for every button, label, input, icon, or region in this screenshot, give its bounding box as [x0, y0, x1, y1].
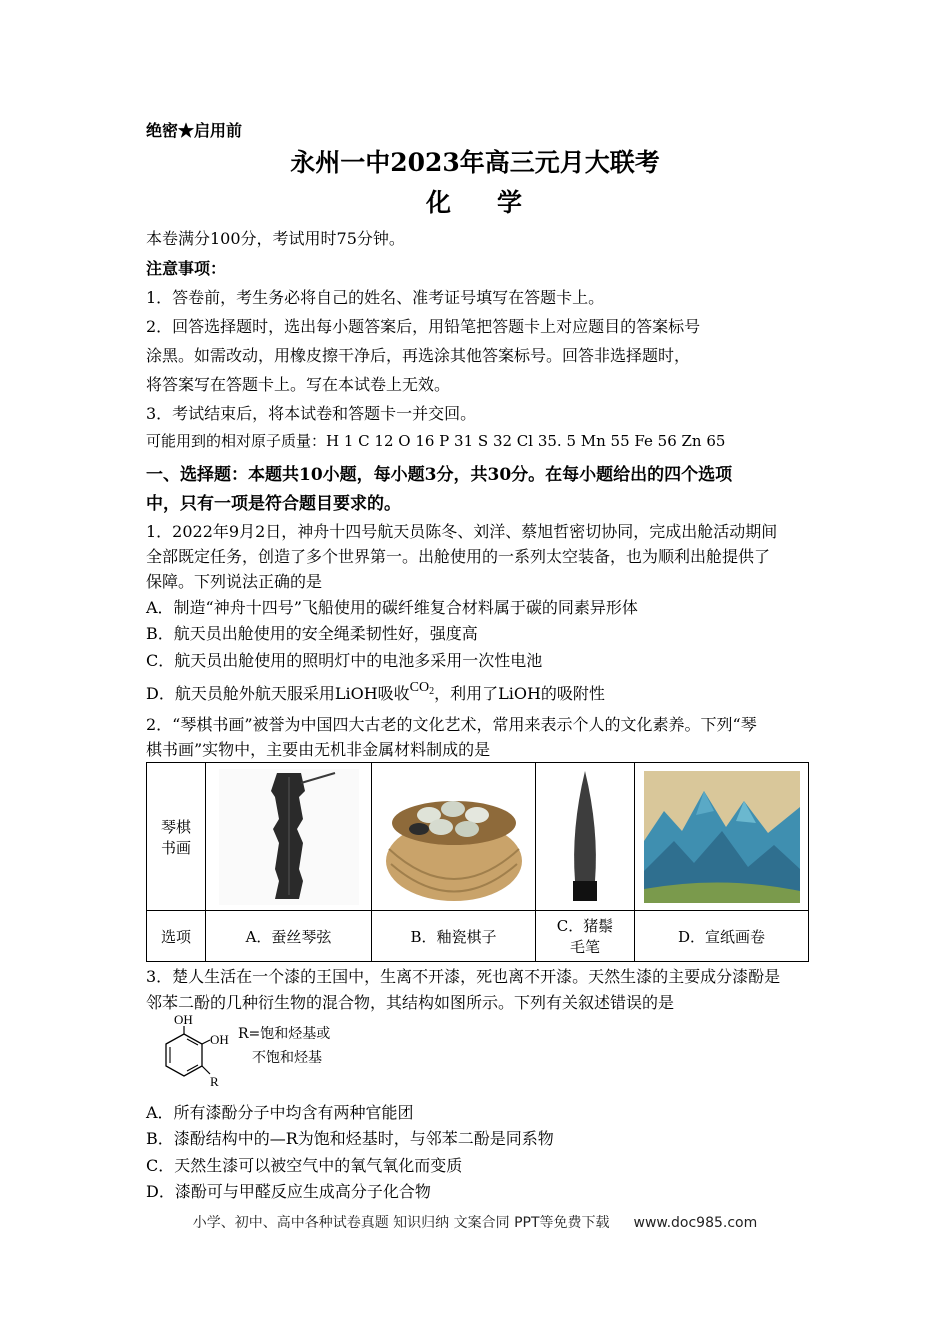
qi-image-cell [372, 763, 536, 911]
q2-option-c: C．猪鬃 毛笔 [536, 911, 635, 962]
q2-stem-2: 棋书画”实物中，主要由无机非金属材料制成的是 [146, 740, 491, 759]
note-2-line-1: 2．回答选择题时，选出每小题答案后，用铅笔把答题卡上对应题目的答案标号 [146, 317, 701, 336]
q2-stem-1: 2．“琴棋书画”被誉为中国四大古老的文化艺术，常用来表示个人的文化素养。下列“琴 [146, 715, 757, 734]
q1-stem-2: 全部既定任务，创造了多个世界第一。出舱使用的一系列太空装备，也为顺利出舱提供了 [146, 547, 771, 566]
note-2-line-2: 涂黑。如需改动，用橡皮擦干净后，再选涂其他答案标号。回答非选择题时， [146, 346, 691, 365]
exam-title: 永州一中2023年高三元月大联考 [290, 148, 660, 177]
q1-option-c: C．航天员出舱使用的照明灯中的电池多采用一次性电池 [146, 651, 543, 670]
footer-text: 小学、初中、高中各种试卷真题 知识归纳 文案合同 PPT等免费下载 [192, 1215, 610, 1231]
q2-option-d: D．宣纸画卷 [635, 911, 809, 962]
footer-url[interactable]: www.doc985.com [633, 1215, 758, 1231]
brush-image [555, 769, 615, 905]
q2-option-a: A．蚕丝琴弦 [206, 911, 372, 962]
note-2-line-3: 将答案写在答题卡上。写在本试卷上无效。 [146, 375, 451, 394]
section-1-line-2: 中，只有一项是符合题目要求的。 [146, 494, 401, 514]
row-label-options: 选项 [147, 911, 206, 962]
section-1-line-1: 一、选择题：本题共10小题，每小题3分，共30分。在每小题给出的四个选项 [146, 465, 733, 485]
notes-title: 注意事项： [146, 259, 227, 278]
struct-note-1: R=饱和烃基或 [238, 1026, 331, 1042]
q1-option-d: D．航天员舱外航天服采用LiOH吸收$CO_2$，利用了LiOH的吸附性 [146, 680, 605, 703]
go-pieces-image [379, 769, 529, 905]
q1-stem-3: 保障。下列说法正确的是 [146, 572, 323, 591]
q1-option-a: A．制造“神舟十四号”飞船使用的碳纤维复合材料属于碳的同素异形体 [146, 598, 638, 617]
confidential-mark: 绝密★启用前 [146, 121, 243, 140]
urushiol-structure [146, 1014, 336, 1094]
hua-image-cell [635, 763, 809, 911]
q3-option-c: C．天然生漆可以被空气中的氧气氧化而变质 [146, 1156, 463, 1175]
note-1: 1．答卷前，考生务必将自己的姓名、准考证号填写在答题卡上。 [146, 288, 605, 307]
painting-image [644, 771, 800, 903]
q2-option-b: B．釉瓷棋子 [372, 911, 536, 962]
struct-oh-right: OH [210, 1032, 229, 1047]
q3-option-d: D．漆酚可与甲醛反应生成高分子化合物 [146, 1182, 431, 1201]
struct-r: R [210, 1074, 219, 1089]
note-3: 3．考试结束后，将本试卷和答题卡一并交回。 [146, 404, 477, 423]
q3-stem-1: 3．楚人生活在一个漆的王国中，生离不开漆，死也离不开漆。天然生漆的主要成分漆酚是 [146, 967, 781, 986]
qin-image-cell [206, 763, 372, 911]
page-footer [0, 1212, 950, 1232]
subject-title: 化 学 [425, 188, 525, 217]
row-label-objects: 琴棋 书画 [147, 763, 206, 911]
shu-image-cell [536, 763, 635, 911]
struct-oh-top: OH [174, 1014, 193, 1027]
atomic-mass: 可能用到的相对原子质量：H 1 C 12 O 16 P 31 S 32 Cl 35. 5 Mn 55 Fe 56 Zn 65 [146, 432, 726, 450]
guqin-image [219, 769, 359, 905]
score-time: 本卷满分100分，考试用时75分钟。 [146, 229, 405, 248]
q3-option-a: A．所有漆酚分子中均含有两种官能团 [146, 1103, 414, 1122]
q2-options-table [146, 762, 809, 962]
q1-stem-1: 1．2022年9月2日，神舟十四号航天员陈冬、刘洋、蔡旭哲密切协同，完成出舱活动期间 [146, 522, 778, 541]
q3-option-b: B．漆酚结构中的—R为饱和烃基时，与邻苯二酚是同系物 [146, 1129, 554, 1148]
struct-note-2: 不饱和烃基 [252, 1050, 322, 1066]
q3-stem-2: 邻苯二酚的几种衍生物的混合物，其结构如图所示。下列有关叙述错误的是 [146, 993, 675, 1012]
q1-option-b: B．航天员出舱使用的安全绳柔韧性好，强度高 [146, 624, 478, 643]
